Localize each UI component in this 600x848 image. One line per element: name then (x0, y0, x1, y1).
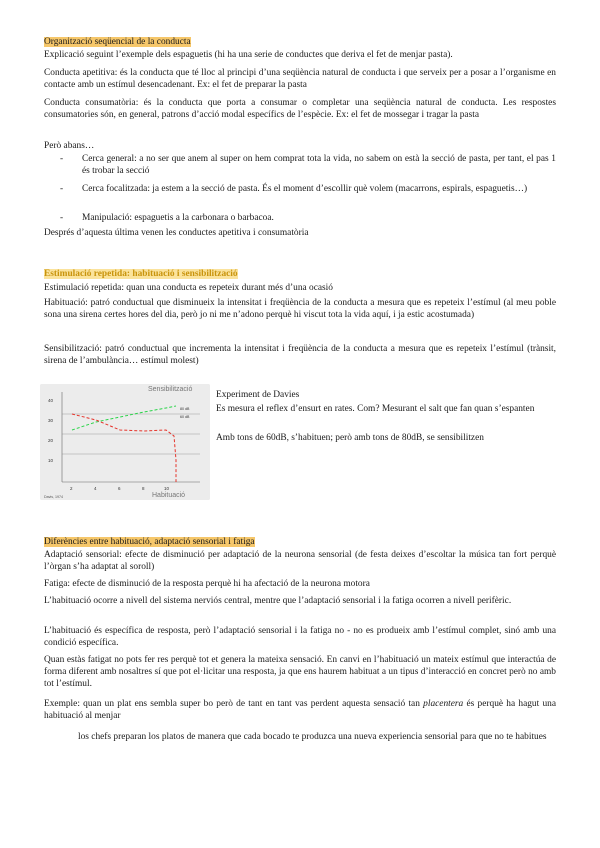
y-tick-label: 20 (48, 438, 54, 443)
y-tick-label: 10 (48, 458, 54, 463)
section1-paragraph-1: Explicació seguint l’exemple dels espaguetis (hi ha una serie de conductes que deriva el fet de menjar pasta). (44, 50, 453, 60)
x-tick-label: 6 (118, 486, 121, 491)
figure-caption-result: Amb tons de 60dB, s’habituen; però amb tons de 80dB, se sensibilitzen (216, 433, 484, 443)
figure-caption-description: Es mesura el reflex d’ensurt en rates. Com? Mesurant el salt que fan quan s’espanten (216, 404, 535, 414)
figure-caption-title: Experiment de Davies (216, 390, 300, 400)
section2-paragraph-estimulacio: Estimulació repetida: quan una conducta es repeteix durant més d’una ocasió (44, 283, 333, 293)
section3-paragraph-especifica: L’habituació és específica de resposta, però l’adaptació sensorial i la fatiga no - no es produeix amb l’estímul complet, sinó amb una condició específica. (44, 626, 556, 649)
sensitization-label: Sensibilització (148, 386, 193, 393)
db-low-label: 60 dB (180, 415, 190, 419)
section2-paragraph-habituacio: Habituació: patró conductual que disminueix la intensitat i freqüència de la conducta a mesura que es repeteix l’estímul (al meu poble sona una sirena certes hores del dia, però jo ni me n’adono perquè hi viscut tota la vida aquí, i ja estic acostumada) (44, 298, 556, 321)
x-tick-label: 10 (164, 486, 170, 491)
figure-background (40, 384, 210, 500)
y-tick-label: 40 (48, 398, 54, 403)
section3-title: Diferències entre habituació, adaptació sensorial i fatiga (44, 537, 255, 547)
list-item: - Manipulació: espaguetis a la carbonara o barbacoa. (60, 213, 274, 223)
x-tick-label: 2 (70, 486, 73, 491)
section3-paragraph-fatigat: Quan estàs fatigat no pots fer res perquè tot et genera la mateixa sensació. En canvi en l’habituació un mateix estímul que interactúa de forma diferent amb nosaltres sí que pot el·licitar una resposta, ja que ens haurem habituat a un tipus d’interacció en concret però no amb tot l’estímul. (44, 655, 556, 690)
section2-title: Estimulació repetida: habituació i sensibilització (44, 269, 238, 279)
bullet-dash: - (60, 184, 64, 194)
section3-paragraph-exemple: Exemple: quan un plat ens sembla super bo però de tant en tant vas perdent aquesta sensació tan placentera és perquè ha hagut una habituació al menjar (44, 699, 557, 722)
section2-paragraph-sensibilitzacio: Sensibilització: patró conductual que incrementa la intensitat i freqüència de la conducta a mesura que es repeteix l’estímul (trànsit, sirena de l’ambulància… estímul molest) (44, 344, 556, 367)
x-tick-label: 8 (142, 486, 145, 491)
section3-paragraph-nivell: L’habituació ocorre a nivell del sistema nerviós central, mentre que l’adaptació sensorial i la fatiga ocorren a nivell perifèric. (44, 596, 512, 606)
list-item: - Cerca focalitzada: ja estem a la secció de pasta. És el moment d’escollir què volem (macarrons, espirals, espaguetis…) (60, 184, 528, 194)
bullet-dash: - (60, 154, 64, 164)
section1-paragraph-apetitiva: Conducta apetitiva: és la conducta que té lloc al principi d’una seqüència natural de conducta i que serveix per a posar a l’organisme en contacte amb un estímul desencadenant. Ex: el fet de preparar la pasta (44, 68, 556, 91)
section3-paragraph-fatiga: Fatiga: efecte de disminució de la resposta perquè hi ha afectació de la neurona motora (44, 579, 370, 589)
davis-experiment-figure (40, 384, 210, 500)
section1-paragraph-consumatoria: Conducta consumatòria: és la conducta que porta a consumar o completar una seqüència natural de conducta. Les respostes consumatories són, en general, patrons d’acció modal específics de l’espècie. Ex: el fet de mossegar i tragar la pasta (44, 98, 556, 121)
figure-source-label: Davis, 1974 (44, 495, 63, 499)
x-tick-label: 4 (94, 486, 97, 491)
section1-paragraph-despres: Després d’aquesta última venen les conductes apetitiva i consumatòria (44, 228, 309, 238)
bullet-dash: - (60, 213, 64, 223)
section1-paragraph-pero: Però abans… (44, 141, 95, 151)
section3-paragraph-chefs: los chefs preparan los platos de manera que cada bocado te produzca una nueva experiencia sensorial para que no te habitues (78, 732, 547, 742)
section3-paragraph-adaptacio: Adaptació sensorial: efecte de disminució per adaptació de la neurona sensorial (de festa deixes d’escoltar la música tan fort perquè l’òrgan s’ha adaptat al soroll) (44, 550, 556, 573)
db-high-label: 80 dB (180, 407, 190, 411)
habituation-label: Habituació (152, 492, 186, 499)
habituation-sensitization-graph (40, 384, 210, 500)
y-tick-label: 30 (48, 418, 54, 423)
section1-title: Organització seqüencial de la conducta (44, 37, 191, 47)
list-item: - Cerca general: a no ser que anem al super on hem comprat tota la vida, no sabem on està la secció de pasta, per tant, el pas 1 és trobar la secció (60, 154, 556, 177)
